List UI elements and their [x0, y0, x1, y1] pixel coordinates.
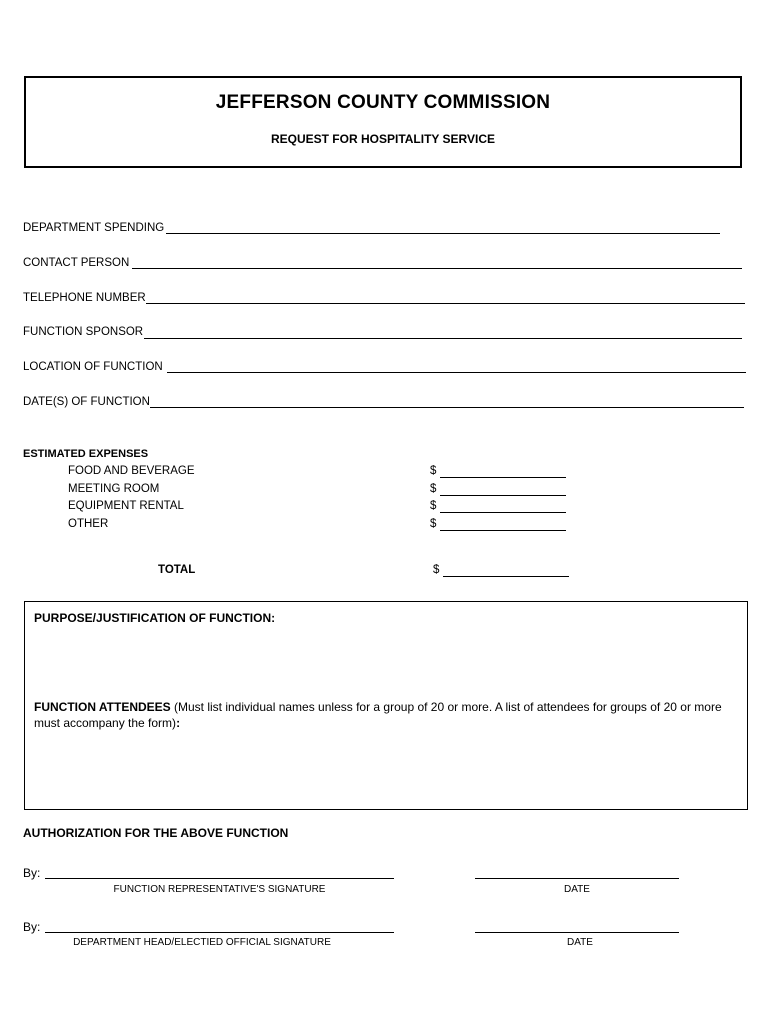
page-title: JEFFERSON COUNTY COMMISSION	[215, 92, 551, 113]
dates-of-function-label: DATE(S) OF FUNCTION	[23, 396, 150, 408]
meeting-room-amount-field[interactable]	[440, 495, 566, 496]
purpose-title: PURPOSE/JUSTIFICATION OF FUNCTION:	[34, 611, 276, 625]
by-label: By:	[23, 920, 41, 934]
dates-of-function-field[interactable]	[150, 407, 744, 408]
expense-item-food: FOOD AND BEVERAGE	[68, 465, 195, 477]
contact-person-field[interactable]	[132, 268, 742, 269]
other-amount-field[interactable]	[440, 530, 566, 531]
total-amount-field[interactable]	[443, 576, 569, 577]
representative-date-field[interactable]	[475, 878, 679, 879]
total-label: TOTAL	[158, 564, 196, 576]
telephone-number-label: TELEPHONE NUMBER	[23, 292, 146, 304]
attendees-note: (Must list individual names unless for a group of 20 or more. A list of attendees for groups of 20 or more must accompany the form)	[34, 700, 722, 730]
head-signature-field[interactable]	[45, 932, 394, 933]
attendees-label: FUNCTION ATTENDEES	[34, 700, 171, 714]
expense-item-other: OTHER	[68, 518, 109, 530]
head-date-field[interactable]	[475, 932, 679, 933]
department-spending-label: DEPARTMENT SPENDING	[23, 222, 165, 234]
function-sponsor-field[interactable]	[144, 338, 742, 339]
location-of-function-label: LOCATION OF FUNCTION	[23, 361, 163, 373]
representative-signature-field[interactable]	[45, 878, 394, 879]
expense-item-meeting-room: MEETING ROOM	[68, 483, 160, 495]
expense-item-equipment: EQUIPMENT RENTAL	[68, 500, 184, 512]
function-sponsor-label: FUNCTION SPONSOR	[23, 326, 144, 338]
date-caption: DATE	[567, 937, 593, 948]
page-subtitle: REQUEST FOR HOSPITALITY SERVICE	[270, 132, 496, 146]
attendees-colon: :	[176, 716, 181, 730]
head-signature-caption: DEPARTMENT HEAD/ELECTIED OFFICIAL SIGNATURE	[73, 937, 331, 948]
food-amount-field[interactable]	[440, 477, 566, 478]
contact-person-label: CONTACT PERSON	[23, 257, 130, 269]
telephone-number-field[interactable]	[146, 303, 745, 304]
dollar-sign: $	[430, 483, 437, 495]
equipment-amount-field[interactable]	[440, 512, 566, 513]
by-label: By:	[23, 866, 41, 880]
date-caption: DATE	[564, 884, 590, 895]
purpose-box[interactable]	[24, 601, 748, 810]
estimated-expenses-heading: ESTIMATED EXPENSES	[23, 448, 149, 460]
dollar-sign: $	[430, 500, 437, 512]
location-of-function-field[interactable]	[167, 372, 746, 373]
dollar-sign: $	[433, 564, 440, 576]
dollar-sign: $	[430, 465, 437, 477]
attendees-instructions	[34, 699, 734, 731]
dollar-sign: $	[430, 518, 437, 530]
department-spending-field[interactable]	[166, 233, 720, 234]
header-box	[24, 76, 742, 168]
representative-signature-caption: FUNCTION REPRESENTATIVE'S SIGNATURE	[113, 884, 326, 895]
authorization-title: AUTHORIZATION FOR THE ABOVE FUNCTION	[23, 826, 289, 840]
